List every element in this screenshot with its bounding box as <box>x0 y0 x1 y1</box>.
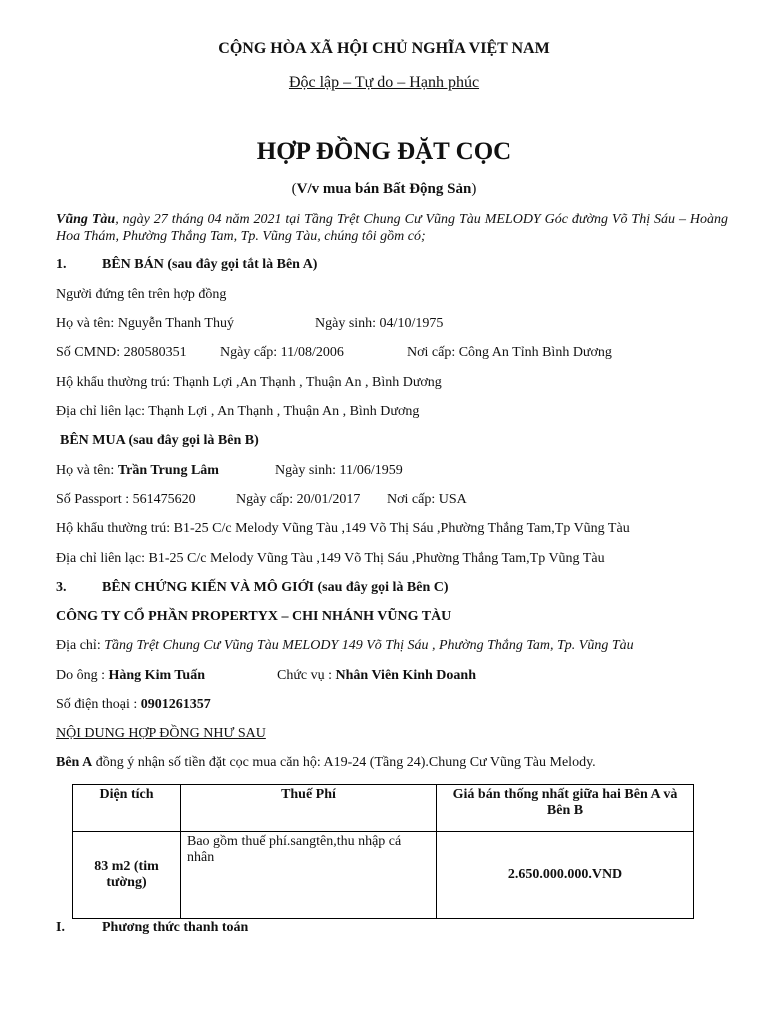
seller-id-place: Nơi cấp: Công An Tỉnh Bình Dương <box>407 345 612 360</box>
seller-signer: Người đứng tên trên hợp đồng <box>56 287 227 302</box>
buyer-passport-date: Ngày cấp: 20/01/2017 <box>236 492 361 507</box>
intro-paragraph: Vũng Tàu, ngày 27 tháng 04 năm 2021 tại Tầng Trệt Chung Cư Vũng Tàu MELODY Góc đường Võ Thị Sáu – Hoàng Hoa Thám, Phường Thắng Tam, Tp. Vũng Tàu, chúng tôi gồm có; <box>56 212 728 244</box>
table-header-row <box>73 785 694 832</box>
seller-id-date: Ngày cấp: 11/08/2006 <box>220 345 344 360</box>
document-title: HỢP ĐỒNG ĐẶT CỌC <box>256 138 512 165</box>
table-cell-fees: Bao gồm thuế phí.sangtên,thu nhập cá nhân <box>181 832 437 919</box>
seller-heading: BÊN BÁN (sau đây gọi tắt là Bên A) <box>102 257 318 272</box>
table-header-fees: Thuế Phí <box>181 785 437 832</box>
seller-name: Họ và tên: Nguyễn Thanh Thuý <box>56 316 234 331</box>
property-table <box>72 784 694 919</box>
buyer-contact: Địa chỉ liên lạc: B1-25 C/c Melody Vũng Tàu ,149 Võ Thị Sáu ,Phường Thắng Tam,Tp Vũng Tàu <box>56 551 605 566</box>
seller-dob: Ngày sinh: 04/10/1975 <box>315 316 444 331</box>
buyer-passport-place: Nơi cấp: USA <box>387 492 467 507</box>
table-cell-price: 2.650.000.000.VND <box>437 832 694 919</box>
witness-phone: Số điện thoại : 0901261357 <box>56 697 211 712</box>
buyer-name: Họ và tên: Trần Trung Lâm <box>56 463 219 478</box>
buyer-residence: Hộ khẩu thường trú: B1-25 C/c Melody Vũng Tàu ,149 Võ Thị Sáu ,Phường Thắng Tam,Tp Vũng Tàu <box>56 521 630 536</box>
witness-company: CÔNG TY CỔ PHẦN PROPERTYX – CHI NHÁNH VŨNG TÀU <box>56 609 452 624</box>
content-statement: Bên A đồng ý nhận số tiền đặt cọc mua căn hộ: A19-24 (Tầng 24).Chung Cư Vũng Tàu Melody. <box>56 755 596 770</box>
table-cell-area: 83 m2 (tim tường) <box>73 832 181 919</box>
witness-role: Chức vụ : Nhân Viên Kinh Doanh <box>277 668 476 683</box>
table-header-price: Giá bán thống nhất giữa hai Bên A và Bên B <box>437 785 694 832</box>
table-row <box>73 832 694 919</box>
witness-address: Địa chỉ: Tầng Trệt Chung Cư Vũng Tàu MELODY 149 Võ Thị Sáu , Phường Thắng Tam, Tp. Vũng Tàu <box>56 638 634 653</box>
witness-representative: Do ông : Hàng Kim Tuấn <box>56 668 205 683</box>
intro-place: Vũng Tàu <box>56 212 116 227</box>
payment-heading: Phương thức thanh toán <box>102 920 249 935</box>
buyer-dob: Ngày sinh: 11/06/1959 <box>275 463 403 478</box>
seller-residence: Hộ khẩu thường trú: Thạnh Lợi ,An Thạnh , Thuận An , Bình Dương <box>56 375 442 390</box>
seller-number: 1. <box>56 257 67 272</box>
buyer-passport: Số Passport : 561475620 <box>56 492 196 507</box>
content-heading: NỘI DUNG HỢP ĐỒNG NHƯ SAU <box>56 726 266 741</box>
table-header-area: Diện tích <box>73 785 181 832</box>
witness-heading: BÊN CHỨNG KIẾN VÀ MÔ GIỚI (sau đây gọi là Bên C) <box>102 580 449 595</box>
witness-number: 3. <box>56 580 67 595</box>
buyer-heading: BÊN MUA (sau đây gọi là Bên B) <box>60 433 259 448</box>
motto: Độc lập – Tự do – Hạnh phúc <box>288 74 480 91</box>
payment-number: I. <box>56 920 65 935</box>
seller-id-number: Số CMND: 280580351 <box>56 345 187 360</box>
nation-heading: CỘNG HÒA XÃ HỘI CHỦ NGHĨA VIỆT NAM <box>218 40 550 57</box>
document-subtitle: (V/v mua bán Bất Động Sản) <box>291 181 477 197</box>
seller-contact: Địa chỉ liên lạc: Thạnh Lợi , An Thạnh , Thuận An , Bình Dương <box>56 404 420 419</box>
